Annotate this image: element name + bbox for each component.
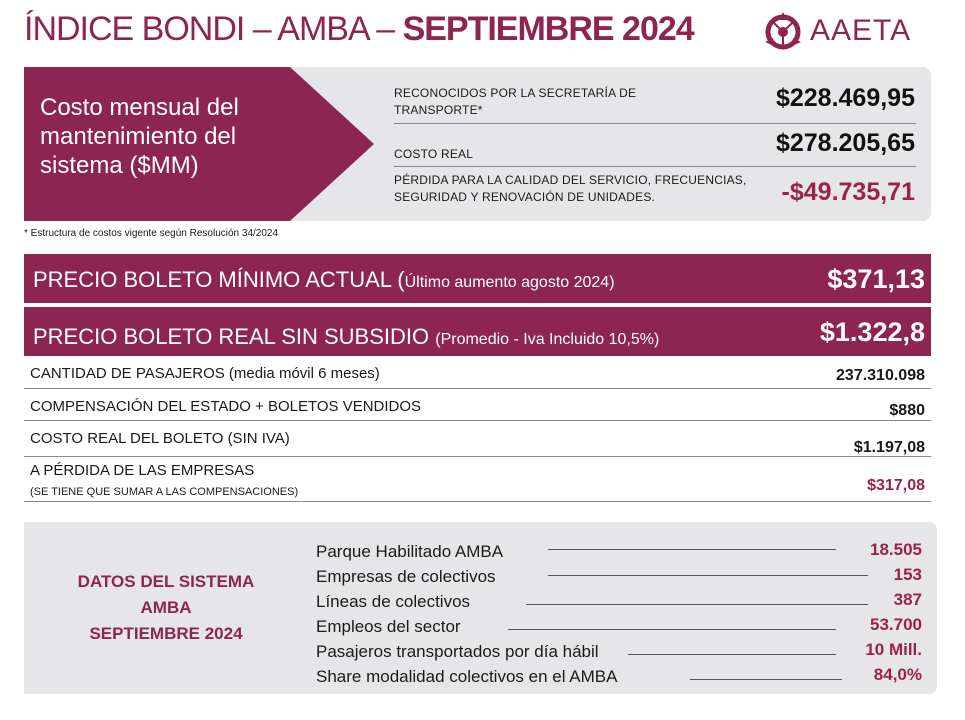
price-label-note: (Promedio - Iva Incluido 10,5%) — [435, 331, 660, 348]
stat-companies — [316, 567, 922, 591]
leader-line — [690, 679, 842, 680]
detail-label: A PÉRDIDA DE LAS EMPRESAS — [30, 462, 255, 479]
detail-sublabel: (SE TIENE QUE SUMAR A LAS COMPENSACIONES) — [30, 486, 299, 498]
price-value: $371,13 — [827, 264, 925, 294]
stat-label: Empleos del sector — [316, 617, 461, 636]
stat-share — [316, 667, 922, 691]
detail-row-passengers — [24, 358, 931, 389]
cost-row-real — [394, 128, 919, 168]
system-title-line: DATOS DEL SISTEMA — [77, 572, 255, 591]
cost-value: $228.469,95 — [775, 84, 915, 112]
loss-value: -$49.735,71 — [781, 178, 915, 206]
price-label — [33, 324, 659, 350]
cost-label: PÉRDIDA PARA LA CALIDAD DEL SERVICIO, FRECUENCIAS, SEGURIDAD Y RENOVACIÓN DE UNIDADES. — [394, 173, 747, 204]
cost-label: COSTO REAL — [394, 147, 474, 161]
stat-label: Share modalidad colectivos en el AMBA — [316, 667, 618, 686]
leader-line — [628, 654, 836, 655]
price-label-note: Último aumento agosto 2024) — [404, 274, 615, 291]
title-prefix: ÍNDICE BONDI – AMBA – — [24, 10, 403, 48]
system-title-line: SEPTIEMBRE 2024 — [89, 624, 243, 643]
page-title — [24, 10, 694, 49]
logo-text: AAETA — [810, 14, 912, 47]
price-label-main: PRECIO BOLETO REAL SIN SUBSIDIO — [33, 324, 436, 349]
leader-line — [508, 629, 836, 630]
cost-row-loss — [394, 172, 919, 212]
title-date: SEPTIEMBRE 2024 — [402, 10, 694, 48]
stat-lines — [316, 592, 922, 616]
stat-label: Pasajeros transportados por día hábil — [316, 642, 599, 661]
footnote: * Estructura de costos vigente según Resolución 34/2024 — [24, 228, 279, 239]
detail-value: $317,08 — [867, 477, 925, 494]
price-bar-real — [24, 307, 931, 356]
price-label-main: PRECIO BOLETO MÍNIMO ACTUAL ( — [33, 267, 405, 292]
stat-value: 153 — [893, 565, 922, 584]
price-value: $1.322,8 — [819, 317, 925, 347]
stat-value: 10 Mill. — [865, 640, 922, 659]
price-label — [33, 267, 615, 293]
stat-fleet — [316, 542, 922, 566]
stat-label: Empresas de colectivos — [316, 567, 496, 586]
detail-value: 237.310.098 — [836, 367, 925, 384]
divider — [394, 123, 916, 124]
stat-value: 53.700 — [870, 615, 922, 634]
detail-label: COMPENSACIÓN DEL ESTADO + BOLETOS VENDIDOS — [30, 398, 422, 415]
detail-value: $1.197,08 — [853, 439, 925, 456]
detail-row-compensation — [24, 389, 931, 421]
monthly-cost-heading: Costo mensual del mantenimiento del sistema ($MM) — [40, 94, 239, 179]
detail-label: COSTO REAL DEL BOLETO (SIN IVA) — [30, 430, 290, 447]
stat-value: 18.505 — [870, 540, 922, 559]
divider — [394, 166, 916, 167]
cost-row-recognized — [394, 84, 919, 124]
cost-value: $278.205,65 — [775, 129, 915, 157]
system-data-title — [58, 569, 274, 647]
stat-label: Líneas de colectivos — [316, 592, 471, 611]
detail-label: CANTIDAD DE PASAJEROS (media móvil 6 meses) — [30, 365, 380, 382]
aaeta-logo — [760, 8, 940, 54]
price-bar-minimum — [24, 254, 931, 303]
stat-value: 387 — [893, 590, 922, 609]
detail-value: $880 — [889, 402, 925, 419]
leader-line — [526, 604, 868, 605]
stat-label: Parque Habilitado AMBA — [316, 542, 504, 561]
leader-line — [548, 549, 836, 550]
leader-line — [548, 575, 868, 576]
system-title-line: AMBA — [140, 598, 192, 617]
stat-employment — [316, 617, 922, 641]
detail-row-company-loss — [24, 457, 931, 502]
wheel-logo-icon — [760, 8, 806, 54]
cost-label: RECONOCIDOS POR LA SECRETARÍA DE TRANSPORTE* — [394, 86, 637, 117]
detail-row-real-cost — [24, 421, 931, 457]
stat-value: 84,0% — [873, 665, 922, 684]
stat-passengers — [316, 642, 922, 666]
